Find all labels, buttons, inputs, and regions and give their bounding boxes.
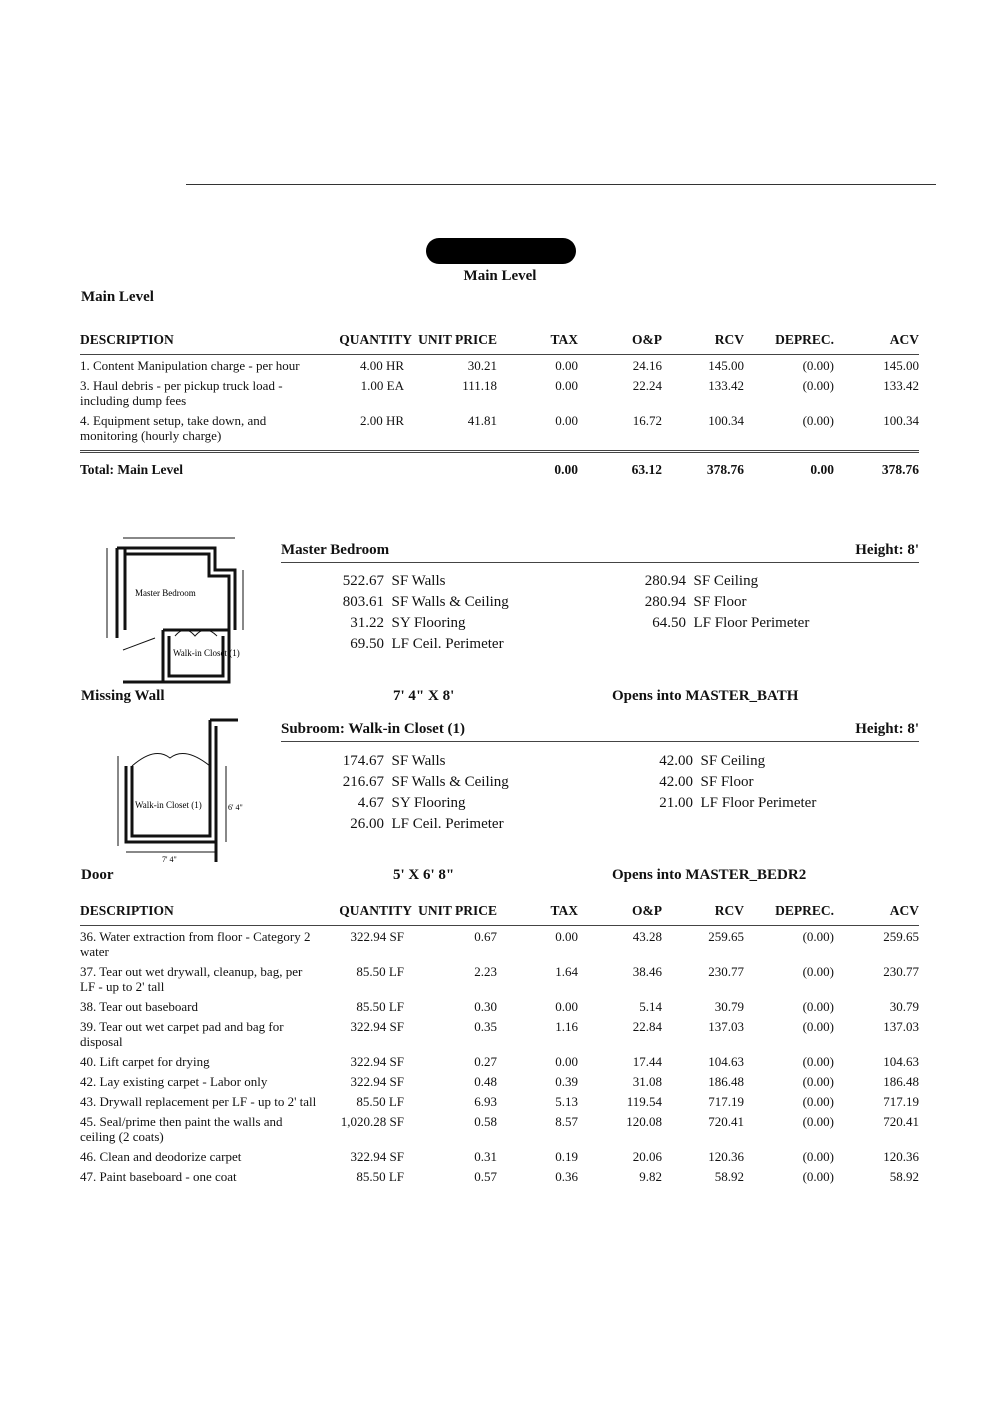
line-acv: 120.36: [883, 1149, 919, 1164]
line-tax: 0.00: [555, 929, 578, 944]
line-description: 3. Haul debris - per pickup truck load - including dump fees: [80, 378, 283, 408]
measurement-row: 64.50 LF Floor Perimeter: [652, 615, 810, 631]
line-unit-price: 41.81: [467, 413, 497, 428]
line-rcv: 259.65: [708, 929, 744, 944]
line-tax: 1.16: [555, 1019, 578, 1034]
line-deprec: (0.00): [802, 999, 834, 1014]
line-description: 4. Equipment setup, take down, and monitoring (hourly charge): [80, 413, 267, 443]
plan-room-label: Master Bedroom: [135, 588, 196, 598]
main-level-table: [80, 331, 919, 445]
line-acv: 717.19: [883, 1094, 919, 1109]
line-quantity: 322.94 SF: [350, 1074, 404, 1089]
total-deprec: 0.00: [810, 462, 835, 477]
room-height: Height: 8': [855, 721, 919, 737]
line-description: 36. Water extraction from floor - Category 2 water: [80, 929, 311, 959]
total-op: 63.12: [631, 462, 663, 477]
measurement-row: 280.94 SF Floor: [644, 594, 747, 610]
col-description: DESCRIPTION: [80, 331, 328, 355]
line-tax: 1.64: [555, 964, 578, 979]
line-tax: 0.39: [555, 1074, 578, 1089]
line-rcv: 58.92: [714, 1169, 744, 1184]
col-deprec: DEPREC.: [744, 331, 834, 355]
line-acv: 259.65: [883, 929, 919, 944]
line-description: 40. Lift carpet for drying: [80, 1054, 210, 1069]
walk-in-closet-measurements-left: [341, 751, 509, 835]
line-quantity: 2.00 HR: [359, 413, 404, 428]
line-acv: 58.92: [889, 1169, 919, 1184]
line-tax: 0.19: [555, 1149, 578, 1164]
line-quantity: 85.50 LF: [356, 999, 404, 1014]
line-quantity: 322.94 SF: [350, 1019, 404, 1034]
line-rcv: 100.34: [708, 413, 744, 428]
line-op: 17.44: [632, 1054, 662, 1069]
col-tax: TAX: [497, 902, 578, 926]
line-tax: 0.00: [555, 1054, 578, 1069]
line-description: 47. Paint baseboard - one coat: [80, 1169, 237, 1184]
master-bedroom-header: [281, 542, 919, 563]
total-rcv: 378.76: [706, 462, 745, 477]
line-description: 43. Drywall replacement per LF - up to 2' tall: [80, 1094, 317, 1109]
line-rcv: 145.00: [708, 358, 744, 373]
line-description: 38. Tear out baseboard: [80, 999, 198, 1014]
line-op: 120.08: [626, 1114, 662, 1129]
line-tax: 8.57: [555, 1114, 578, 1129]
main-level-total: [80, 450, 919, 478]
line-unit-price: 30.21: [467, 358, 497, 373]
line-unit-price: 0.27: [474, 1054, 497, 1069]
header-rule: [186, 184, 936, 185]
line-rcv: 104.63: [708, 1054, 744, 1069]
col-rcv: RCV: [662, 902, 744, 926]
line-rcv: 137.03: [708, 1019, 744, 1034]
plan-width-label: 7' 4": [162, 855, 177, 864]
measurement-row: 216.67 SF Walls & Ceiling: [342, 774, 509, 790]
measurement-row: 280.94 SF Ceiling: [644, 573, 759, 589]
line-op: 24.16: [632, 358, 662, 373]
total-tax: 0.00: [554, 462, 579, 477]
measurement-row: 31.22 SY Flooring: [350, 615, 466, 631]
walk-in-closet-header: [281, 721, 919, 742]
line-description: 45. Seal/prime then paint the walls and ceiling (2 coats): [80, 1114, 283, 1144]
line-quantity: 1.00 EA: [360, 378, 404, 393]
line-acv: 137.03: [883, 1019, 919, 1034]
line-description: 42. Lay existing carpet - Labor only: [80, 1074, 268, 1089]
col-quantity: QUANTITY: [328, 902, 412, 926]
line-op: 119.54: [626, 1094, 662, 1109]
measurement-row: 69.50 LF Ceil. Perimeter: [350, 636, 504, 652]
line-quantity: 85.50 LF: [356, 1094, 404, 1109]
line-acv: 104.63: [883, 1054, 919, 1069]
table-row: [80, 1091, 919, 1111]
col-op: O&P: [578, 902, 662, 926]
measurement-row: 4.67 SY Flooring: [357, 795, 466, 811]
table-row: [80, 961, 919, 996]
line-tax: 0.00: [555, 358, 578, 373]
line-deprec: (0.00): [802, 378, 834, 393]
line-rcv: 230.77: [708, 964, 744, 979]
table-row: [80, 1016, 919, 1051]
col-op: O&P: [578, 331, 662, 355]
master-bedroom-measurements-right: [636, 571, 809, 634]
room-name: Subroom: Walk-in Closet (1): [281, 721, 466, 737]
measurement-row: 21.00 LF Floor Perimeter: [659, 795, 817, 811]
line-rcv: 133.42: [708, 378, 744, 393]
line-quantity: 85.50 LF: [356, 1169, 404, 1184]
table-row: [80, 1051, 919, 1071]
missing-wall-size: 7' 4" X 8': [393, 688, 455, 704]
line-tax: 5.13: [555, 1094, 578, 1109]
table-row: [80, 1111, 919, 1146]
line-description: 37. Tear out wet drywall, cleanup, bag, per LF - up to 2' tall: [80, 964, 303, 994]
col-tax: TAX: [497, 331, 578, 355]
line-unit-price: 0.57: [474, 1169, 497, 1184]
measurement-row: 26.00 LF Ceil. Perimeter: [350, 816, 504, 832]
line-description: 46. Clean and deodorize carpet: [80, 1149, 242, 1164]
table-row: [80, 355, 919, 376]
table-row: [80, 1146, 919, 1166]
plan-closet-label: Walk-in Closet (1): [173, 648, 240, 658]
line-deprec: (0.00): [802, 1054, 834, 1069]
line-op: 43.28: [632, 929, 662, 944]
col-unit-price: UNIT PRICE: [412, 331, 497, 355]
line-deprec: (0.00): [802, 1074, 834, 1089]
line-deprec: (0.00): [802, 964, 834, 979]
line-deprec: (0.00): [802, 1149, 834, 1164]
line-tax: 0.00: [555, 413, 578, 428]
table-row: [80, 996, 919, 1016]
redaction-mark: [426, 238, 576, 264]
line-op: 5.14: [639, 999, 662, 1014]
measurement-row: 42.00 SF Ceiling: [659, 753, 766, 769]
table-row: [80, 1166, 919, 1186]
line-rcv: 720.41: [708, 1114, 744, 1129]
line-unit-price: 6.93: [474, 1094, 497, 1109]
line-deprec: (0.00): [802, 1169, 834, 1184]
plan-closet-label: Walk-in Closet (1): [135, 800, 202, 810]
col-quantity: QUANTITY: [328, 331, 412, 355]
col-acv: ACV: [834, 902, 919, 926]
line-rcv: 717.19: [708, 1094, 744, 1109]
line-unit-price: 0.58: [474, 1114, 497, 1129]
col-unit-price: UNIT PRICE: [412, 902, 497, 926]
line-description: 1. Content Manipulation charge - per hour: [80, 358, 300, 373]
missing-wall-opens: Opens into MASTER_BATH: [612, 688, 799, 704]
plan-depth-label: 6' 4": [228, 803, 243, 812]
total-label: Total: Main Level: [80, 462, 183, 477]
line-tax: 0.00: [555, 378, 578, 393]
line-deprec: (0.00): [802, 1019, 834, 1034]
master-bedroom-table: [80, 902, 919, 1186]
line-acv: 30.79: [889, 999, 919, 1014]
line-deprec: (0.00): [802, 358, 834, 373]
line-quantity: 4.00 HR: [359, 358, 404, 373]
line-unit-price: 111.18: [462, 378, 497, 393]
table-row: [80, 375, 919, 410]
line-unit-price: 0.30: [474, 999, 497, 1014]
line-op: 22.84: [632, 1019, 662, 1034]
door-label: Door: [81, 867, 114, 883]
col-description: DESCRIPTION: [80, 902, 328, 926]
line-op: 9.82: [639, 1169, 662, 1184]
line-deprec: (0.00): [802, 413, 834, 428]
master-bedroom-floor-plan: [95, 530, 255, 690]
line-description: 39. Tear out wet carpet pad and bag for disposal: [80, 1019, 284, 1049]
line-deprec: (0.00): [802, 1114, 834, 1129]
line-unit-price: 0.48: [474, 1074, 497, 1089]
line-op: 16.72: [632, 413, 662, 428]
line-unit-price: 0.35: [474, 1019, 497, 1034]
line-tax: 0.36: [555, 1169, 578, 1184]
section-title: Main Level: [81, 289, 154, 305]
line-rcv: 120.36: [708, 1149, 744, 1164]
line-quantity: 322.94 SF: [350, 1054, 404, 1069]
line-tax: 0.00: [555, 999, 578, 1014]
col-rcv: RCV: [662, 331, 744, 355]
measurement-row: 174.67 SF Walls: [342, 753, 446, 769]
table-row: [80, 926, 919, 962]
measurement-row: 42.00 SF Floor: [659, 774, 754, 790]
line-op: 31.08: [632, 1074, 662, 1089]
line-acv: 145.00: [883, 358, 919, 373]
line-op: 38.46: [632, 964, 662, 979]
col-acv: ACV: [834, 331, 919, 355]
walk-in-closet-floor-plan: [110, 716, 245, 866]
col-deprec: DEPREC.: [744, 902, 834, 926]
page-title: Main Level: [463, 268, 537, 284]
table-header: [80, 902, 919, 926]
table-row: [80, 1071, 919, 1091]
total-acv: 378.76: [881, 462, 920, 477]
table-header: [80, 331, 919, 355]
walk-in-closet-measurements-right: [643, 751, 816, 814]
line-acv: 100.34: [883, 413, 919, 428]
line-quantity: 85.50 LF: [356, 964, 404, 979]
master-bedroom-measurements-left: [341, 571, 509, 655]
table-row: [80, 410, 919, 445]
line-acv: 720.41: [883, 1114, 919, 1129]
line-op: 20.06: [632, 1149, 662, 1164]
line-acv: 230.77: [883, 964, 919, 979]
line-rcv: 186.48: [708, 1074, 744, 1089]
line-deprec: (0.00): [802, 929, 834, 944]
line-unit-price: 2.23: [474, 964, 497, 979]
room-height: Height: 8': [855, 542, 919, 558]
line-rcv: 30.79: [714, 999, 744, 1014]
door-size: 5' X 6' 8": [393, 867, 455, 883]
door-opens: Opens into MASTER_BEDR2: [612, 867, 807, 883]
line-quantity: 322.94 SF: [350, 929, 404, 944]
room-name: Master Bedroom: [281, 542, 390, 558]
missing-wall-label: Missing Wall: [81, 688, 165, 704]
measurement-row: 803.61 SF Walls & Ceiling: [342, 594, 509, 610]
line-acv: 133.42: [883, 378, 919, 393]
line-unit-price: 0.67: [474, 929, 497, 944]
line-op: 22.24: [632, 378, 662, 393]
measurement-row: 522.67 SF Walls: [342, 573, 446, 589]
line-acv: 186.48: [883, 1074, 919, 1089]
line-deprec: (0.00): [802, 1094, 834, 1109]
line-quantity: 322.94 SF: [350, 1149, 404, 1164]
line-unit-price: 0.31: [474, 1149, 497, 1164]
line-quantity: 1,020.28 SF: [340, 1114, 404, 1129]
